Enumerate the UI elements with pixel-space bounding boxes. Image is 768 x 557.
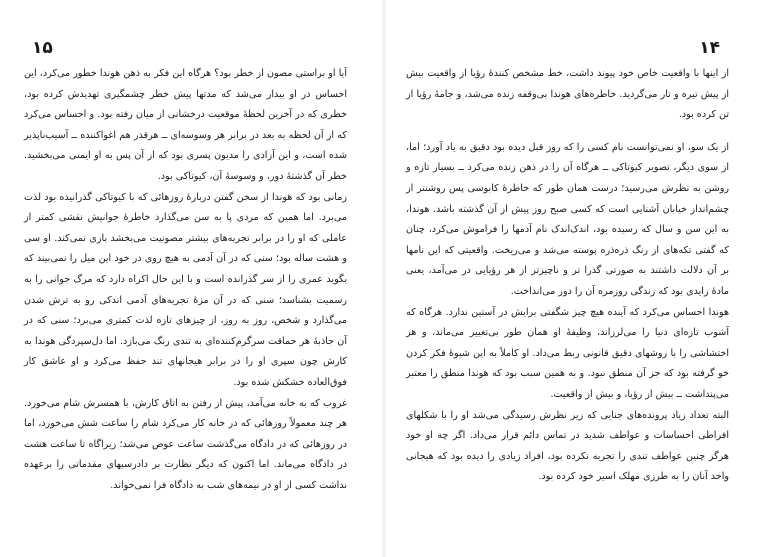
left-paragraph-1: آیا او براستی مصون از خطر بود؟ هرگاه این فکر به ذهن هوندا خطور می‌کرد، این احساس در او بیدار می‌شد که مدتها پیش خطر چشمگیری تهدیدش کرده بود، خطری که در آخرین لحظهٔ موقعیت درخشانی از میان رفته بود. و احساس می‌کرد که از آن لحظه به بعد در برابر هر وسوسه‌ای ــ هرقدر هم اغواکننده ــ آسیب‌ناپذیر شده است، و این آزادی را مدیون پسری بود که از آن پس به او ایمنی می‌بخشید. خطر آن گذشتهٔ دور، و وسوسهٔ آن، کیوتاکی بود. — [24, 68, 347, 182]
page-number-left: ۱۵ — [32, 38, 53, 58]
paragraph-gap — [406, 126, 729, 138]
right-page — [384, 0, 768, 557]
page-number-right: ۱۴ — [699, 38, 720, 58]
left-paragraph-3: غروب که به خانه می‌آمد، پیش از رفتن به اتاق کارش، با همسرش شام می‌خورد. هر چند معمولاً روزهائی که در خانه کار می‌کرد شام را ساعت شش می‌خورد، اما در روزهائی که در دادگاه می‌گذشت ساعت عوض می‌شد؛ زیراگاه تا ساعت هشت در دادگاه می‌ماند. اما اکنون که دیگر نظارت بر دادرسیهای مقدماتی را برعهده نداشت کسی از او در نیمه‌های شب به دادگاه فرا نمی‌خواند. — [24, 397, 347, 491]
left-paragraph-2: زمانی بود که هوندا از سخن گفتن دربارهٔ روزهائی که با کیوتاکی گذرانیده بود لذت می‌برد. اما همین که مردی پا به سن می‌گذارد خاطره‌ٔ جوانیش نقشی کمتر از عاملی که او را در برابر تجربه‌های بیشتر مصونیت می‌بخشد بازی نمی‌کند. او سی و هشت ساله بود؛ سنی که در آن آدمی به هیچ روی در خود این میل را نمی‌بیند که بگوید عمری را از سر گذرانده است و با این حال اکراه دارد که مرگ جوانی را به رسمیت بشناسد؛ سنی که در آن مزهٔ تجربه‌های آدمی اندکی رو به ترش شدن می‌گذارد و شخص، روز به روز، از چیزهای تازه لذت کمتری می‌برد؛ سنی که در آن جاذبهٔ هر حماقت سرگرم‌کننده‌ای به تندی رنگ می‌بازد. اما دل‌سپردگی هوندا به کارش چون سپری او را در برابر هیجانهای تند حفظ می‌کرد و او عاشق کار فوق‌العاده خشکش شده بود. — [24, 191, 347, 388]
right-page-text — [406, 64, 729, 488]
right-paragraph-4: البته تعداد زیاد پرونده‌های جنایی که زیر نظرش رسیدگی می‌شد او را با شکلهای افراطی احساسات و عواطف شدید در تماس دائم قرار می‌داد. اگر چه او خود هرگز چنین عواطف تندی را تجربه نکرده بود، افراد زیادی را دیده بود که هیجانی واحد آنان را به طرزی مهلک اسیر خود کرده بود. — [406, 409, 729, 483]
right-paragraph-2: از یک سو، او نمی‌توانست نام کسی را که روز قبل دیده بود دقیق به یاد آورد؛ اما، از سوی دیگر، تصویر کیوتاکی ــ هرگاه آن را در ذهن زنده می‌کرد ــ بسیار تازه و روشن به نظرش می‌رسید؛ درست همان طور که خاطرهٔ کابوسی پس روشنتر از چشم‌انداز خیابان آشنایی است که کسی صبح روز پیش از آن گذشته باشد. هوندا، به این سن و سال که رسیده بود، اندک‌اندک نام آدمها را فراموش می‌کرد، چنان که گفتی تکه‌های از رنگ ذره‌ذره پوسته می‌شد و می‌ریخت. واقعیتی که این نامها بر آن دلالت داشتند به صورتی گذرا تر و ناچیزتر از هر رؤیایی در می‌آمد، یعنی مادهٔ زایدی بود که زندگی روزمره آن را دور می‌انداخت. — [406, 141, 729, 297]
right-paragraph-3: هوندا احساس می‌کرد که آینده هیچ چیز شگفتی برایش در آستین ندارد. هرگاه که آشوب تازه‌ای دنیا را می‌لرزاند، وظیفهٔ او همان طور بی‌تغییر می‌ماند، و هر اختشاشی را با روشهای دقیق قانونی ربط می‌داد. او کاملاً به این شیوهٔ فکر کردن خو گرفته بود که جز آن منطق نبود. و به همین سبب بود که هوندا منطق را معتبر می‌پنداشت ــ بیش از رؤیا، و بیش از واقعیت. — [406, 306, 729, 400]
left-page-text — [24, 64, 347, 496]
right-paragraph-1: از اینها با واقعیت خاص خود پیوند داشت، خط مشخص کنندهٔ رؤیا از واقعیت بیش از پیش تیره و تار می‌گردید. خاطره‌های هوندا بی‌وقفه زنده می‌شد، و جامهٔ رؤیا از تن کرده بود. — [406, 68, 729, 121]
